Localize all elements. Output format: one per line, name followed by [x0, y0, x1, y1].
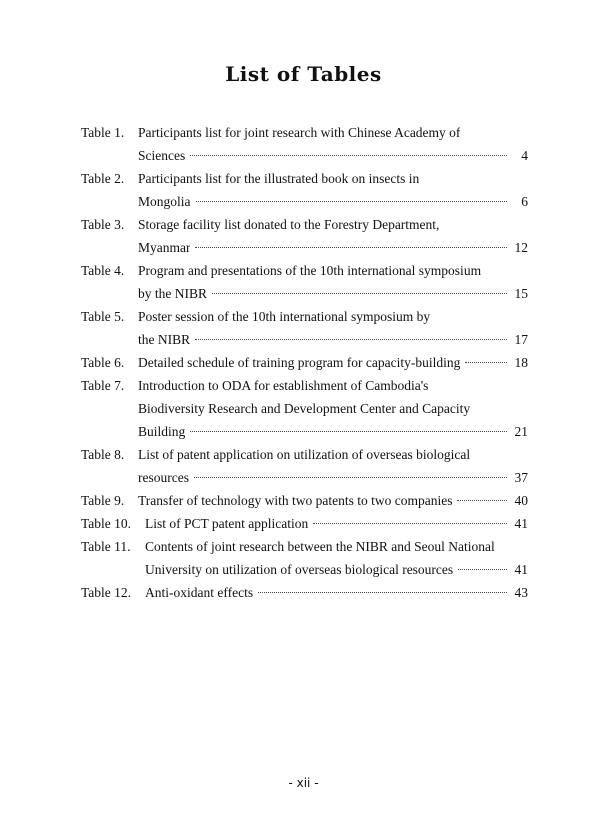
- table-caption: List of PCT patent application: [145, 516, 309, 531]
- table-of-contents: [81, 121, 528, 604]
- toc-entry-line: [81, 167, 528, 190]
- table-caption: Participants list for joint research with Chinese Academy of: [138, 125, 461, 140]
- toc-entry-line: [81, 558, 528, 581]
- page-ref: 43: [514, 585, 528, 600]
- table-caption: Introduction to ODA for establishment of Cambodia's: [138, 378, 429, 393]
- toc-entry-line: [81, 535, 528, 558]
- table-label: Table 3.: [81, 217, 125, 232]
- dot-leader: [313, 523, 507, 524]
- page-ref: 41: [514, 516, 528, 531]
- page-ref: 4: [521, 148, 528, 163]
- dot-leader: [195, 339, 507, 340]
- page-number: - xii -: [288, 776, 319, 790]
- dot-leader: [196, 201, 508, 202]
- toc-entry-line: [81, 259, 528, 282]
- toc-entry-line: [81, 305, 528, 328]
- table-label: Table 2.: [81, 171, 125, 186]
- table-caption: Myanmar: [138, 240, 191, 255]
- dot-leader: [458, 569, 507, 570]
- page-ref: 21: [514, 424, 528, 439]
- table-caption: Sciences: [138, 148, 186, 163]
- table-label: Table 4.: [81, 263, 125, 278]
- table-caption: University on utilization of overseas biological resources: [145, 562, 454, 577]
- table-label: Table 11.: [81, 539, 131, 554]
- table-label: Table 5.: [81, 309, 125, 324]
- table-caption: Program and presentations of the 10th international symposium: [138, 263, 482, 278]
- table-caption: Participants list for the illustrated book on insects in: [138, 171, 420, 186]
- dot-leader: [258, 592, 507, 593]
- toc-entry-line: [81, 351, 528, 374]
- toc-entry-line: [81, 213, 528, 236]
- table-label: Table 8.: [81, 447, 125, 462]
- page-ref: 37: [514, 470, 528, 485]
- dot-leader: [190, 155, 507, 156]
- table-label: Table 12.: [81, 585, 132, 600]
- toc-entry-line: [81, 489, 528, 512]
- table-caption: Building: [138, 424, 186, 439]
- table-caption: List of patent application on utilization of overseas biological: [138, 447, 471, 462]
- table-label: Table 6.: [81, 355, 125, 370]
- table-caption: Transfer of technology with two patents to two companies: [138, 493, 453, 508]
- toc-entry-line: [81, 443, 528, 466]
- toc-entry-line: [81, 374, 528, 397]
- toc-entry-line: [81, 581, 528, 604]
- table-label: Table 1.: [81, 125, 125, 140]
- dot-leader: [212, 293, 507, 294]
- table-caption: Detailed schedule of training program for capacity-building: [138, 355, 461, 370]
- table-caption: by the NIBR: [138, 286, 207, 301]
- table-caption: the NIBR: [138, 332, 191, 347]
- toc-entry-line: [81, 512, 528, 535]
- page-ref: 41: [514, 562, 528, 577]
- table-label: Table 10.: [81, 516, 132, 531]
- page-title: List of Tables: [225, 62, 382, 86]
- toc-entry-line: [81, 397, 528, 420]
- table-caption: Mongolia: [138, 194, 191, 209]
- toc-entry-line: [81, 466, 528, 489]
- dot-leader: [190, 431, 507, 432]
- toc-entry-line: [81, 282, 528, 305]
- toc-entry-line: [81, 190, 528, 213]
- table-label: Table 7.: [81, 378, 125, 393]
- toc-entry-line: [81, 121, 528, 144]
- toc-entry-line: [81, 144, 528, 167]
- dot-leader: [457, 500, 507, 501]
- table-caption: Biodiversity Research and Development Center and Capacity: [138, 401, 471, 416]
- page-ref: 12: [514, 240, 528, 255]
- page-ref: 15: [514, 286, 528, 301]
- toc-entry-line: [81, 236, 528, 259]
- table-caption: Poster session of the 10th international symposium by: [138, 309, 431, 324]
- page-ref: 17: [514, 332, 528, 347]
- dot-leader: [195, 247, 507, 248]
- toc-entry-line: [81, 420, 528, 443]
- table-label: Table 9.: [81, 493, 125, 508]
- table-caption: Anti-oxidant effects: [145, 585, 254, 600]
- dot-leader: [465, 362, 507, 363]
- dot-leader: [194, 477, 507, 478]
- page-ref: 6: [521, 194, 528, 209]
- page-ref: 18: [514, 355, 528, 370]
- table-caption: resources: [138, 470, 189, 485]
- table-caption: Contents of joint research between the NIBR and Seoul National: [145, 539, 495, 554]
- toc-entry-line: [81, 328, 528, 351]
- page-ref: 40: [514, 493, 528, 508]
- table-caption: Storage facility list donated to the Forestry Department,: [138, 217, 440, 232]
